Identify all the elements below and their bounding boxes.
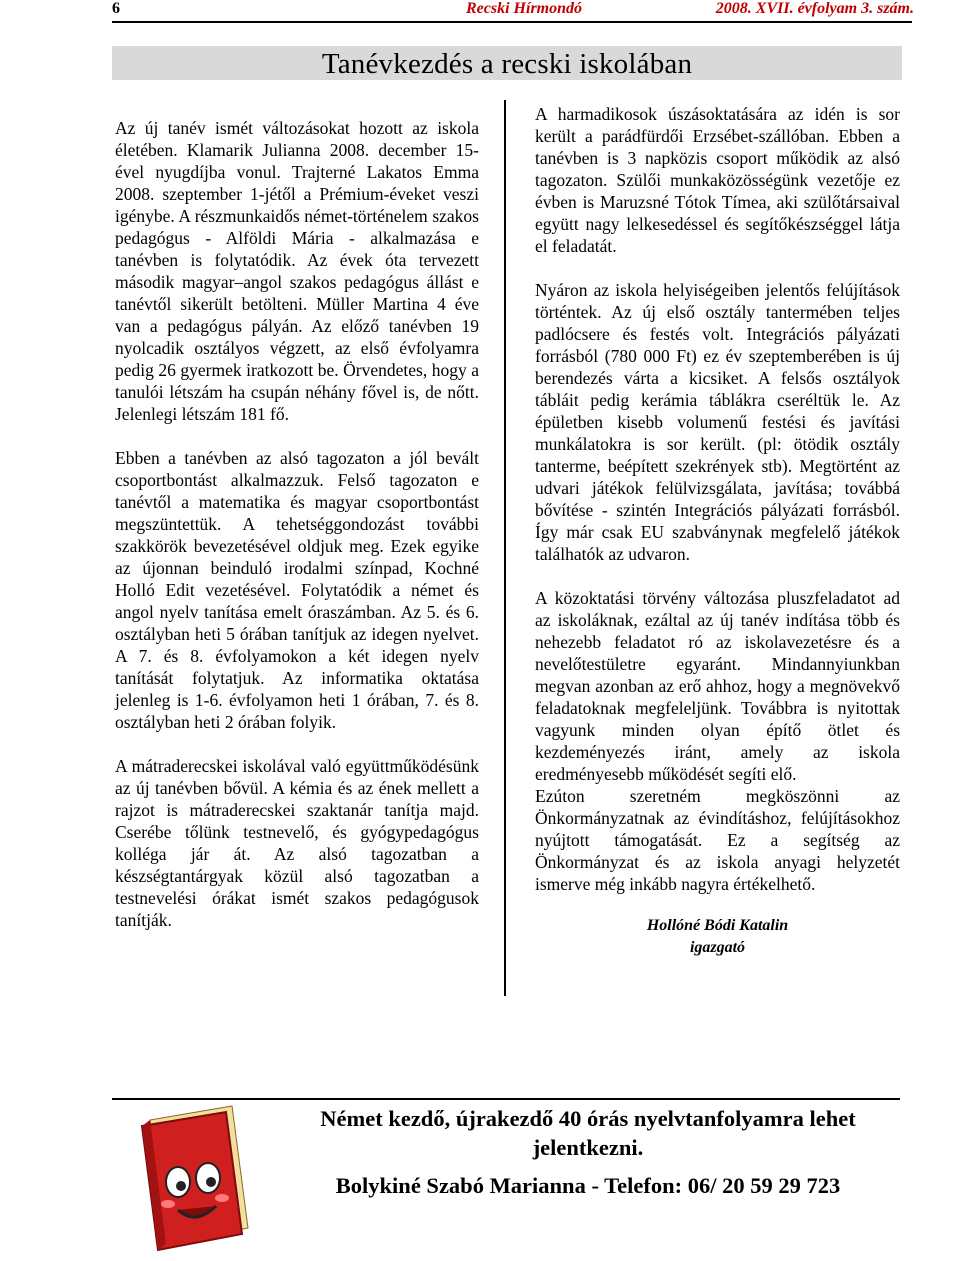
running-header xyxy=(112,0,912,23)
right-paragraph: A harmadikosok úszásoktatására az idén is sor került a parádfürdői Erzsébet-szállóban. Ebben a tanévben is 3 napközis csoport működik az alsó tagozaton. Szülői munkaközösségünk vezetője ez évben is Maruzsné Tótok Tímea, aki szülőtársaival együtt nagy lelkesedéssel és segítőkészséggel látja el feladatát. xyxy=(535,104,900,256)
ad-headline: Német kezdő, újrakezdő 40 órás nyelvtanfolyamra lehet xyxy=(320,1106,856,1131)
article-title: Tanévkezdés a recski iskolában xyxy=(321,48,693,80)
issue-info: 2008. XVII. évfolyam 3. szám. xyxy=(715,0,914,17)
signature-title: igazgató xyxy=(689,939,746,956)
article-title-bar xyxy=(112,46,902,80)
signature-block xyxy=(535,915,900,959)
right-paragraph: Nyáron az iskola helyiségeiben jelentős felújítások történtek. Az új első osztály tantermében teljes padlócsere és festés volt. Integrációs pályázati forrásból (780 000 Ft) ez év szeptemberében is új berendezés várta a kicsiket. A felsős osztályok tábláit pedig kerámia táblákra cseréltük le. Az épületben kisebb volumenű festési és javítási munkálatokra is sor került. (pl: ötödik osztály tanterme, beépített szekrények stb). Megtörtént az udvari játékok felülvizsgálata, javítása; továbbá bővítése - szintén Integrációs pályázati forrásból. Így már csak EU szabványnak megfelelő játékok találhatók az udvaron. xyxy=(535,280,900,564)
right-paragraph: Ezúton szeretném megköszönni az Önkormányzatnak az évindításhoz, felújításokhoz nyújtott támogatását. Ez a segítség az Önkormányzat és az iskola anyagi helyzetét ismerve még inkább nagyra értékelhető. xyxy=(535,786,900,894)
left-paragraph: Ebben a tanévben az alsó tagozaton a jól bevált csoportbontást alkalmazzuk. Felső tagozaton e tanévtől a matematika és magyar csoportbontást megszüntettük. A tehetséggondozást további szakkörök bevezetésével oldjuk meg. Ezek egyike az újonnan beinduló irodalmi színpad, Kochné Holló Edit vezetésével. Folytatódik a német és angol nyelv tanítása emelt óraszámban. Az 5. és 6. osztályban heti 5 órában tanítjuk az idegen nyelvet. A 7. és 8. évfolyamokon a két idegen nyelv tanítását folytatjuk. Az informatika oktatása jelenleg is 1-6. évfolyamon heti 1 órában, 7. és 8. osztályban heti 2 órában folyik. xyxy=(115,448,479,732)
newspaper-name: Recski Hírmondó xyxy=(466,0,583,17)
right-column xyxy=(535,103,900,959)
left-column xyxy=(115,117,479,931)
column-divider xyxy=(504,100,506,996)
language-course-advertisement xyxy=(268,1104,908,1200)
book-mascot-icon xyxy=(120,1102,254,1261)
left-paragraph: Az új tanév ismét változásokat hozott az iskola életében. Klamarik Julianna 2008. december 15-ével nyugdíjba vonul. Trajterné Lakatos Emma 2008. szeptember 1-jétől a Prémium-éveket veszi igénybe. A részmunkaidős német-történelem szakos pedagógus - Alföldi Mária - alkalmazása e tanévben is folytatódik. Az évek óta tervezett második magyar–angol szakos pedagógus állást e tanévtől sikerült betölteni. Müller Martina 4 éve van a pedagógus pályán. Az előző tanévben 19 nyolcadik osztályos végzett, az első évfolyamra pedig 26 gyermek iratkozott be. Örvendetes, hogy a tanulói létszám ha csupán néhány fővel is, de nőtt. Jelenlegi létszám 181 fő. xyxy=(115,118,479,424)
page-number: 6 xyxy=(112,0,120,17)
signature-name: Hollóné Bódi Katalin xyxy=(646,917,789,934)
right-paragraph: A közoktatási törvény változása pluszfeladatot ad az iskoláknak, ezáltal az új tanév indítása több és nehezebb feladatot ró az iskolavezetésre és a nevelőtestületre egyaránt. Mindannyiunkban megvan azonban az erő ahhoz, hogy a megnövekvő feladatoknak megfeleljünk. Továbbra is nyitottak vagyunk minden olyan építő ötlet és kezdeményezés iránt, amely az iskola eredményesebb működését segíti elő. xyxy=(535,588,900,784)
ad-contact: Bolykiné Szabó Marianna - Telefon: 06/ 20 59 29 723 xyxy=(335,1173,841,1198)
left-paragraph: A mátraderecskei iskolával való együttműködésünk az új tanévben bővül. A kémia és az ének mellett a rajzot is mátraderecskei szaktanár tanítja majd. Cserébe tőlünk testnevelő, és gyógypedagógus kolléga jár át. Az alsó tagozatban a készségtantárgyak közül alsó tagozatban a testnevelési órákat ismét szakos pedagógusok tanítják. xyxy=(115,756,479,930)
ad-headline-continued: jelentkezni. xyxy=(532,1135,644,1160)
advertisement-divider xyxy=(112,1098,900,1100)
